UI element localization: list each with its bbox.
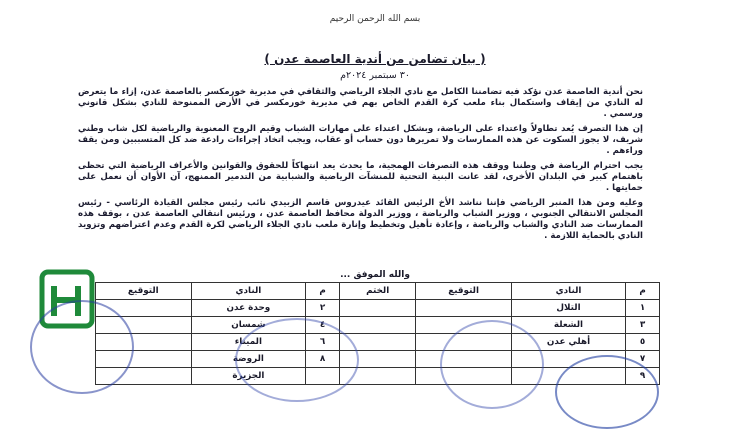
row-number: ٧ [626, 351, 660, 368]
row-number: ٣ [626, 317, 660, 334]
row-number: ٩ [626, 368, 660, 385]
row-number: ٤ [306, 317, 340, 334]
club-name: وحدة عدن [191, 300, 306, 317]
club-name: الميناء [191, 334, 306, 351]
document-date: ٣٠ سبتمبر ٢٠٢٤م [340, 70, 410, 81]
document-title: ( بيان تضامن من أندية العاصمة عدن ) [264, 52, 486, 66]
club-stamp-icon [30, 300, 134, 394]
club-name: أهلي عدن [511, 334, 625, 351]
header-cell: الختم [340, 283, 416, 300]
header-cell: م [306, 283, 340, 300]
paragraph-3: يجب احترام الرياضة في وطننا ووقف هذه التصرفات الهمجية، ما يحدث يعد انتهاكاً للحقوق والقوانين والأعراف الرياضية التي تحظى باهتمام كبير في البلدان الأخرى، لقد عانت البنية التحتية للمنشآت الرياضية والشبابية من التدمير الممنهج، آن الأوان أن نعمل على حمايتها . [78, 161, 643, 193]
club-name: الروضة [191, 351, 306, 368]
club-name: شمسان [191, 317, 306, 334]
club-stamp-icon [235, 318, 359, 402]
stamp-cell [340, 317, 416, 334]
club-name: الشعلة [511, 317, 625, 334]
table-row [96, 300, 660, 317]
row-number: ٨ [306, 351, 340, 368]
club-stamp-icon [440, 320, 544, 409]
stamp-cell [340, 300, 416, 317]
paragraph-2: إن هذا التصرف يُعد تطاولاً واعتداء على الرياضة، وبشكل اعتداء على مهارات الشباب وقيم الروح المعنوية والرياضية لكل شاب وطني شريف، لا يجوز السكوت عن هذه الممارسات ولا تمريرها دون حساب أو عقاب، ويجب اتخاذ إجراءات رادعة ضد كل المتسببين ومن يقف وراءهم . [78, 124, 643, 156]
closing-line: والله الموفق ... [340, 270, 410, 280]
header-cell: م [626, 283, 660, 300]
basmala: بسم الله الرحمن الرحيم [329, 14, 421, 24]
header-cell: النادي [511, 283, 625, 300]
paragraph-1: نحن أندية العاصمة عدن نؤكد فيه تضامننا الكامل مع نادي الجلاء الرياضي والثقافي في مديرية خورمكسر بالعاصمة عدن، إزاء ما يتعرض له النادي من إيقاف واستكمال بناء ملعب كرة القدم الخاص بهم في مديرية خورمكسر في الأرض الممنوحة للنادي بشكل قانوني ورسمي . [78, 87, 643, 119]
table-header-row [96, 283, 660, 300]
table-row [96, 317, 660, 334]
row-number: ٦ [306, 334, 340, 351]
header-cell: التوقيع [96, 283, 192, 300]
club-name: التلال [511, 300, 625, 317]
header-cell: النادي [191, 283, 306, 300]
signature-cell [416, 300, 512, 317]
table-row [96, 334, 660, 351]
row-number: ١ [626, 300, 660, 317]
paragraph-4: وعليه ومن هذا المنبر الرياضي فإننا نناشد الأخ الرئيس القائد عيدروس قاسم الزبيدي نائب رئيس مجلس القيادة الرئاسي - رئيس المجلس الانتقالي الجنوبي ، ووزير الشباب والرياضة ، ووزير الدولة محافظ العاصمة عدن ، ورئيس انتقالي العاصمة عدن ، بوقف هذه الممارسات ضد النادي والشباب والرياضة ، وإعادة تأهيل وتخطيط وإنارة ملعب نادي الجلاء الرياضي لكرة القدم وعدم اعتراضهم وتزويد النادي بالحماية اللازمة . [78, 198, 643, 241]
club-stamp-icon [555, 355, 659, 429]
statement-body [78, 87, 643, 246]
row-number: ٥ [626, 334, 660, 351]
header-cell: التوقيع [416, 283, 512, 300]
club-name: الجزيرة [191, 368, 306, 385]
row-number: ٢ [306, 300, 340, 317]
